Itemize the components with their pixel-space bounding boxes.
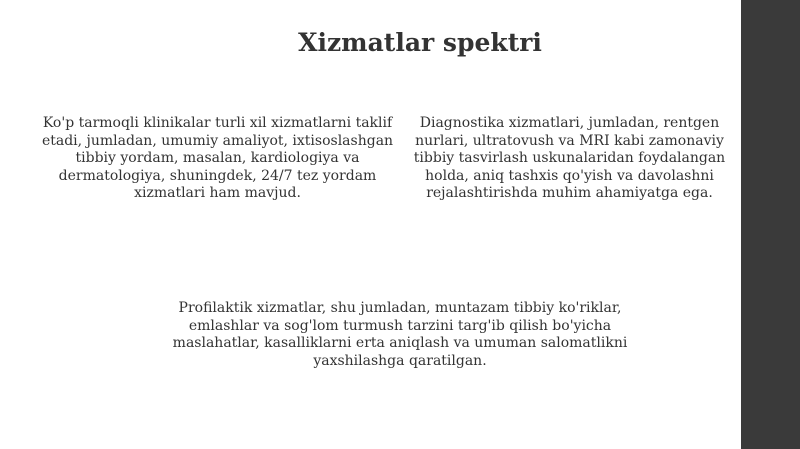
side-panel-bar — [741, 0, 800, 449]
paragraph-preventive-services: Profilaktik xizmatlar, shu jumladan, muntazam tibbiy ko'riklar, emlashlar va sog'lom turmush tarzini targ'ib qilish bo'yicha maslahatlar, kasalliklarni erta aniqlash va umuman salomatlikni yaxshilashga qaratilgan. — [172, 300, 628, 369]
paragraph-general-services: Ko'p tarmoqli klinikalar turli xil xizmatlarni taklif etadi, jumladan, umumiy amaliyot, ixtisoslashgan tibbiy yordam, masalan, kardiologiya va dermatologiya, shuningdek, 24/7 tez yordam xizmatlari ham mavjud. — [41, 115, 394, 201]
paragraph-diagnostic-services: Diagnostika xizmatlari, jumladan, rentgen nurlari, ultratovush va MRI kabi zamonaviy tibbiy tasvirlash uskunalaridan foydalangan holda, aniq tashxis qo'yish va davolashni rejalashtirishda muhim ahamiyatga ega. — [413, 115, 726, 201]
slide-title: Xizmatlar spektri — [298, 28, 542, 57]
